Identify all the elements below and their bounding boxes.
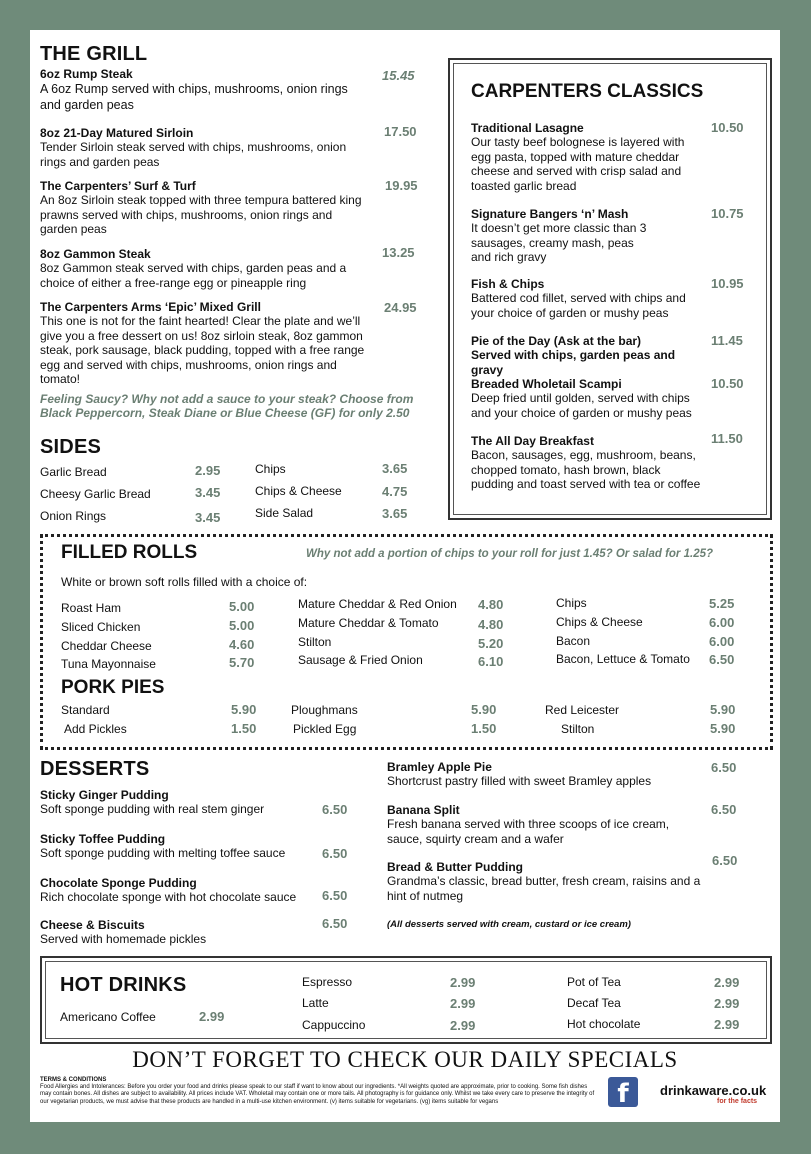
item-price: 6.50	[322, 916, 348, 931]
item-desc: Tender Sirloin steak served with chips, mushrooms, onion rings and garden peas	[40, 140, 347, 169]
item-name: Pie of the Day (Ask at the bar)	[471, 334, 642, 348]
item-desc: Rich chocolate sponge with hot chocolate sauce	[40, 890, 297, 904]
grill-item	[40, 67, 370, 113]
side-name: Chips & Cheese	[255, 484, 342, 498]
item-desc: This one is not for the faint hearted! Clear the plate and we’ll give you a free dessert on us! 8oz sirloin steak, 8oz gammon steak, pork sausage, black pudding, topped with a free range egg and served with chips, mushrooms, onion rings and tomato!	[40, 314, 365, 386]
roll-price: 6.50	[709, 652, 735, 667]
item-desc: Battered cod fillet, served with chips and your choice of garden or mushy peas	[471, 291, 686, 320]
sauce-note: Feeling Saucy? Why not add a sauce to your steak? Choose from Black Peppercorn, Steak Diane or Blue Cheese (GF) for only 2.50	[40, 392, 414, 420]
item-name: Traditional Lasagne	[471, 121, 584, 135]
item-name: Breaded Wholetail Scampi	[471, 377, 622, 391]
item-desc: Soft sponge pudding with real stem ginger	[40, 802, 265, 816]
roll-name: Stilton	[298, 635, 332, 649]
roll-price: 5.70	[229, 655, 255, 670]
item-desc: Grandma’s classic, bread butter, fresh cream, raisins and a hint of nutmeg	[387, 874, 701, 903]
roll-name: Chips	[556, 596, 587, 610]
roll-name: Mature Cheddar & Red Onion	[298, 597, 457, 611]
item-price: 19.95	[385, 178, 418, 193]
pie-price: 5.90	[471, 702, 497, 717]
roll-price: 5.20	[478, 636, 504, 651]
item-desc: Shortcrust pastry filled with sweet Bramley apples	[387, 774, 652, 788]
drinkaware-tagline: for the facts	[717, 1098, 758, 1105]
roll-name: Sliced Chicken	[61, 620, 141, 634]
item-desc: Fresh banana served with three scoops of ice cream, sauce, squirty cream and a wafer	[387, 817, 670, 846]
item-name: Cheese & Biscuits	[40, 918, 145, 932]
pie-price: 5.90	[710, 702, 736, 717]
classics-item	[471, 377, 706, 420]
rolls-note: Why not add a portion of chips to your roll for just 1.45? Or salad for 1.25?	[306, 548, 714, 560]
pie-name: Standard	[61, 703, 110, 717]
roll-price: 5.25	[709, 596, 735, 611]
classics-item	[471, 434, 701, 492]
item-name: Chocolate Sponge Pudding	[40, 876, 197, 890]
drink-name: Latte	[302, 996, 329, 1010]
item-desc: Deep fried until golden, served with chips and your choice of garden or mushy peas	[471, 391, 692, 420]
grill-item	[40, 247, 370, 290]
item-name: 6oz Rump Steak	[40, 67, 133, 81]
item-price: 24.95	[384, 300, 417, 315]
roll-name: Cheddar Cheese	[61, 639, 152, 653]
dessert-item	[40, 876, 320, 905]
dessert-item	[40, 788, 320, 817]
roll-price: 5.00	[229, 599, 255, 614]
dessert-item	[387, 803, 707, 846]
drink-name: Pot of Tea	[567, 975, 621, 989]
item-price: 6.50	[322, 888, 348, 903]
roll-price: 6.00	[709, 615, 735, 630]
item-price: 13.25	[382, 245, 415, 260]
item-price: 11.50	[711, 431, 743, 446]
item-price: 15.45	[382, 68, 415, 83]
roll-name: Sausage & Fried Onion	[298, 653, 423, 667]
side-name: Onion Rings	[40, 509, 107, 523]
dessert-item	[40, 832, 320, 861]
pie-name: Ploughmans	[291, 703, 358, 717]
drink-price: 2.99	[199, 1009, 225, 1024]
terms-title: TERMS & CONDITIONS	[40, 1077, 107, 1083]
item-desc: It doesn’t get more classic than 3 sausages, creamy mash, peas and rich gravy	[471, 221, 647, 264]
item-name: Sticky Toffee Pudding	[40, 832, 166, 846]
side-price: 3.45	[195, 485, 221, 500]
rolls-box	[40, 534, 773, 750]
daily-specials-banner: DON’T FORGET TO CHECK OUR DAILY SPECIALS	[132, 1047, 678, 1072]
classics-box	[448, 58, 772, 520]
terms-and-conditions	[40, 1077, 595, 1106]
side-name: Chips	[255, 462, 286, 476]
side-price: 3.65	[382, 506, 408, 521]
drinks-inner-border	[45, 961, 767, 1039]
side-price: 3.45	[195, 510, 221, 525]
classics-item	[471, 334, 706, 377]
terms-body: Food Allergies and Intolerances: Before you order your food and drinks please speak to our staff if want to know about our ingredients. *All weights quoted are approximate, prior to cooking. Some fish dishes may contain bones. All dishes are subject to availability. All prices include VAT. Wholetail may contain one or more tails. All photography is for guidance only. Whilst we take every care to preserve the integrity of our vegetarian products, we must advise that these products are handled in a multi-use kitchen environment. (v) items suitable for vegetarians. (vg) items suitable for vegans	[40, 1084, 595, 1105]
item-name: Bread & Butter Pudding	[387, 860, 524, 874]
item-desc: Bacon, sausages, egg, mushroom, beans, chopped tomato, hash brown, black pudding and toast served with tea or coffee	[471, 448, 701, 491]
side-name: Garlic Bread	[40, 465, 107, 479]
pie-name: Stilton	[561, 722, 595, 736]
dessert-item	[387, 860, 707, 903]
grill-item	[40, 300, 375, 387]
facebook-icon[interactable]: f	[608, 1077, 638, 1107]
roll-name: Mature Cheddar & Tomato	[298, 616, 439, 630]
item-name: 8oz Gammon Steak	[40, 247, 151, 261]
drink-price: 2.99	[450, 996, 476, 1011]
roll-price: 4.80	[478, 617, 504, 632]
item-name: The Carpenters Arms ‘Epic’ Mixed Grill	[40, 300, 261, 314]
item-desc: Soft sponge pudding with melting toffee sauce	[40, 846, 286, 860]
classics-title: CARPENTERS CLASSICS	[471, 81, 704, 102]
classics-item	[471, 121, 706, 193]
drink-price: 2.99	[714, 975, 740, 990]
roll-name: Chips & Cheese	[556, 615, 643, 629]
side-price: 2.95	[195, 463, 221, 478]
roll-name: Bacon	[556, 634, 591, 648]
drink-price: 2.99	[714, 1017, 740, 1032]
desserts-note: (All desserts served with cream, custard or ice cream)	[387, 919, 631, 930]
pie-price: 1.50	[471, 721, 497, 736]
pie-name: Add Pickles	[64, 722, 127, 736]
side-name: Cheesy Garlic Bread	[40, 487, 151, 501]
dessert-item	[40, 918, 320, 947]
item-name: Sticky Ginger Pudding	[40, 788, 169, 802]
grill-item	[40, 179, 370, 237]
roll-price: 5.00	[229, 618, 255, 633]
side-price: 4.75	[382, 484, 408, 499]
drink-name: Hot chocolate	[567, 1017, 641, 1031]
roll-name: Tuna Mayonnaise	[61, 657, 156, 671]
rolls-intro: White or brown soft rolls filled with a choice of:	[61, 575, 308, 589]
roll-price: 4.60	[229, 637, 255, 652]
item-name: Banana Split	[387, 803, 460, 817]
side-name: Side Salad	[255, 506, 314, 520]
drink-price: 2.99	[450, 975, 476, 990]
rolls-title: FILLED ROLLS	[61, 542, 198, 563]
item-price: 6.50	[711, 760, 737, 775]
drink-price: 2.99	[714, 996, 740, 1011]
item-price: 6.50	[711, 802, 737, 817]
pie-price: 1.50	[231, 721, 257, 736]
roll-price: 6.00	[709, 634, 735, 649]
pie-name: Red Leicester	[545, 703, 620, 717]
classics-item	[471, 207, 656, 265]
item-desc: Served with chips, garden peas and gravy	[471, 348, 676, 377]
item-name: The All Day Breakfast	[471, 434, 594, 448]
desserts-title: DESSERTS	[40, 758, 150, 780]
item-price: 10.50	[711, 376, 744, 391]
sides-title: SIDES	[40, 436, 102, 458]
grill-item	[40, 126, 370, 169]
dessert-item	[387, 760, 687, 789]
item-price: 10.95	[711, 276, 744, 291]
item-desc: Served with homemade pickles	[40, 932, 207, 946]
item-price: 6.50	[322, 846, 348, 861]
roll-name: Bacon, Lettuce & Tomato	[556, 652, 690, 666]
item-price: 6.50	[712, 853, 738, 868]
item-price: 6.50	[322, 802, 348, 817]
item-desc: A 6oz Rump served with chips, mushrooms, onion rings and garden peas	[40, 82, 348, 112]
item-price: 11.45	[711, 333, 743, 348]
side-price: 3.65	[382, 461, 408, 476]
item-desc: An 8oz Sirloin steak topped with three tempura battered king prawns served with chips, mushrooms, onion rings and garden peas	[40, 193, 362, 236]
pie-name: Pickled Egg	[293, 722, 357, 736]
item-name: The Carpenters’ Surf & Turf	[40, 179, 196, 193]
grill-title: THE GRILL	[40, 43, 148, 65]
pie-price: 5.90	[231, 702, 257, 717]
item-desc: 8oz Gammon steak served with chips, garden peas and a choice of either a free-range egg or pineapple ring	[40, 261, 347, 290]
roll-price: 6.10	[478, 654, 504, 669]
drinks-box	[40, 956, 772, 1044]
item-name: Fish & Chips	[471, 277, 545, 291]
menu-sheet	[30, 30, 780, 1122]
item-name: Bramley Apple Pie	[387, 760, 492, 774]
item-desc: Our tasty beef bolognese is layered with egg pasta, topped with mature cheddar cheese and served with crisp salad and toasted garlic bread	[471, 135, 685, 193]
item-price: 10.75	[711, 206, 744, 221]
drink-price: 2.99	[450, 1018, 476, 1033]
pies-title: PORK PIES	[61, 677, 165, 698]
drinks-title: HOT DRINKS	[60, 974, 187, 996]
drinkaware-link[interactable]: drinkaware.co.uk	[660, 1083, 767, 1098]
item-price: 10.50	[711, 120, 744, 135]
item-name: 8oz 21-Day Matured Sirloin	[40, 126, 194, 140]
roll-price: 4.80	[478, 597, 504, 612]
item-name: Signature Bangers ‘n’ Mash	[471, 207, 629, 221]
drink-name: Cappuccino	[302, 1018, 366, 1032]
drink-name: Americano Coffee	[60, 1010, 156, 1024]
roll-name: Roast Ham	[61, 601, 122, 615]
item-price: 17.50	[384, 124, 417, 139]
pie-price: 5.90	[710, 721, 736, 736]
drink-name: Decaf Tea	[567, 996, 621, 1010]
classics-item	[471, 277, 706, 320]
drink-name: Espresso	[302, 975, 353, 989]
